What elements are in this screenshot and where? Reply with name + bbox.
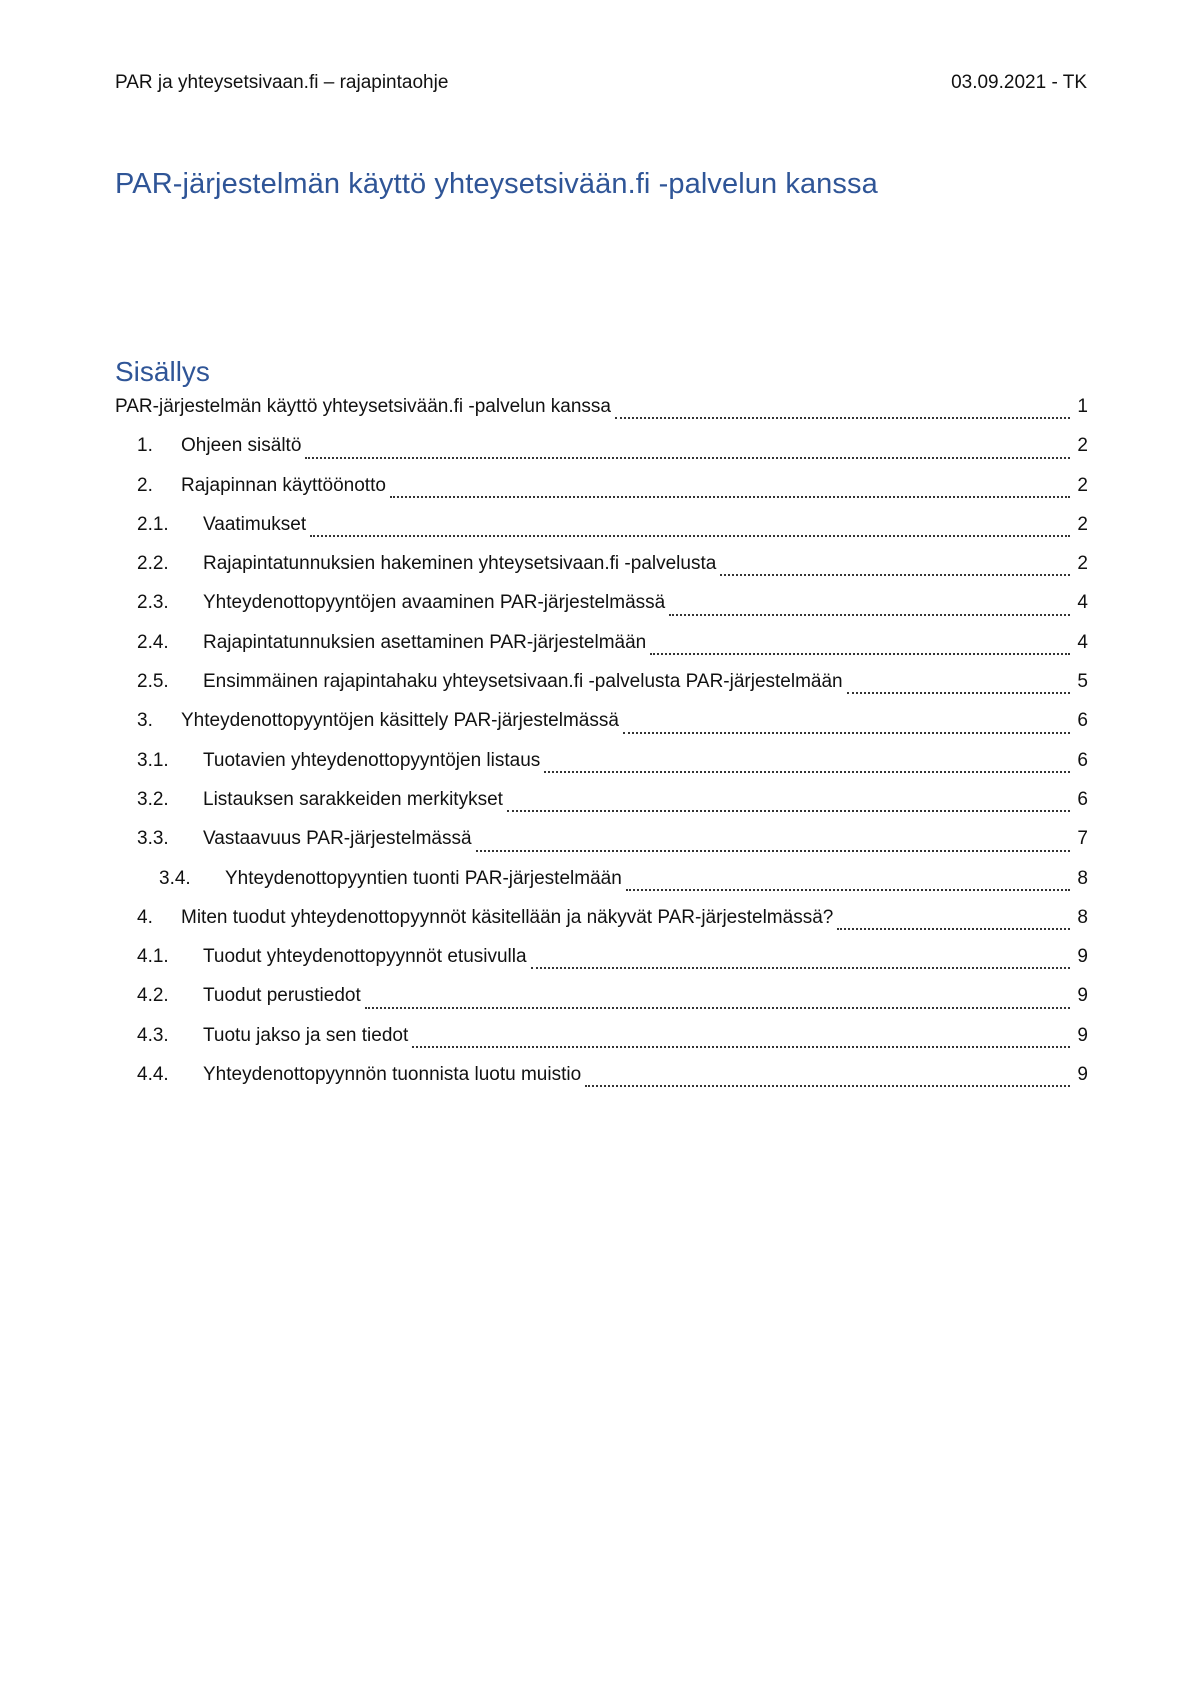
- toc-entry[interactable]: [115, 828, 1088, 867]
- toc-dot-leader: [310, 535, 1070, 537]
- toc-entry-number: 2.3.: [137, 592, 169, 614]
- toc-entry-page: 9: [1077, 946, 1088, 968]
- document-title: PAR-järjestelmän käyttö yhteysetsivään.fi -palvelun kanssa: [115, 168, 878, 200]
- toc-entry[interactable]: [115, 514, 1088, 553]
- header-date: 03.09.2021 - TK: [951, 72, 1087, 93]
- toc-dot-leader: [390, 496, 1070, 498]
- toc-entry[interactable]: [115, 710, 1088, 749]
- toc-dot-leader: [544, 771, 1070, 773]
- toc-entry[interactable]: [115, 868, 1088, 907]
- toc-entry-number: 4.1.: [137, 946, 169, 968]
- toc-dot-leader: [615, 417, 1070, 419]
- toc-entry-title[interactable]: Vaatimukset: [203, 513, 307, 535]
- toc-entry-title[interactable]: Yhteydenottopyyntöjen avaaminen PAR-järjestelmässä: [203, 592, 666, 614]
- toc-entry-title[interactable]: PAR-järjestelmän käyttö yhteysetsivään.fi -palvelun kanssa: [115, 396, 611, 417]
- toc-entry-number: 2.5.: [137, 671, 169, 693]
- toc-entry-title[interactable]: Listauksen sarakkeiden merkitykset: [203, 788, 503, 810]
- toc-entry-page: 2: [1077, 553, 1088, 575]
- toc-dot-leader: [412, 1046, 1070, 1048]
- toc-entry[interactable]: [115, 750, 1088, 789]
- toc-dot-leader: [626, 889, 1070, 891]
- toc-entry-title[interactable]: Rajapintatunnuksien asettaminen PAR-järjestelmään: [203, 631, 647, 653]
- toc-entry-title[interactable]: Rajapintatunnuksien hakeminen yhteysetsivaan.fi -palvelusta: [203, 553, 717, 575]
- toc-dot-leader: [365, 1007, 1070, 1009]
- toc-entry-title[interactable]: Ohjeen sisältö: [181, 435, 302, 457]
- toc-dot-leader: [669, 614, 1070, 616]
- toc-entry-number: 3.3.: [137, 828, 169, 850]
- toc-entry-page: 7: [1077, 828, 1088, 850]
- toc-heading: Sisällys: [115, 356, 210, 387]
- toc-entry-number: 4.2.: [137, 985, 169, 1007]
- toc-entry-number: 2.2.: [137, 553, 169, 575]
- toc-entry-page: 9: [1077, 1064, 1088, 1086]
- toc-dot-leader: [650, 653, 1070, 655]
- toc-entry-title[interactable]: Tuotu jakso ja sen tiedot: [203, 1024, 409, 1046]
- toc-dot-leader: [585, 1085, 1070, 1087]
- toc-dot-leader: [847, 692, 1070, 694]
- toc-entry[interactable]: [115, 475, 1088, 514]
- toc-entry-page: 9: [1077, 1024, 1088, 1046]
- toc-entry-number: 4.: [137, 906, 153, 928]
- toc-entry[interactable]: [115, 1025, 1088, 1064]
- toc-entry[interactable]: [115, 946, 1088, 985]
- toc-entry-number: 2.: [137, 474, 153, 496]
- table-of-contents: [115, 396, 1088, 1103]
- toc-dot-leader: [507, 810, 1070, 812]
- toc-entry-title[interactable]: Yhteydenottopyyntöjen käsittely PAR-järjestelmässä: [181, 710, 619, 732]
- toc-dot-leader: [720, 574, 1070, 576]
- toc-entry[interactable]: [115, 907, 1088, 946]
- toc-entry-number: 3.2.: [137, 788, 169, 810]
- toc-entry[interactable]: [115, 553, 1088, 592]
- toc-entry-page: 6: [1077, 749, 1088, 771]
- toc-entry-title[interactable]: Tuodut perustiedot: [203, 985, 361, 1007]
- toc-entry-page: 2: [1077, 435, 1088, 457]
- toc-entry[interactable]: [115, 1064, 1088, 1103]
- toc-entry-page: 4: [1077, 592, 1088, 614]
- toc-entry-page: 1: [1077, 396, 1088, 417]
- toc-entry-number: 3.4.: [159, 867, 191, 889]
- toc-entry-title[interactable]: Yhteydenottopyyntien tuonti PAR-järjestelmään: [225, 867, 622, 889]
- toc-entry-number: 2.1.: [137, 513, 169, 535]
- toc-entry-page: 6: [1077, 710, 1088, 732]
- toc-entry-title[interactable]: Ensimmäinen rajapintahaku yhteysetsivaan.fi -palvelusta PAR-järjestelmään: [203, 671, 843, 693]
- toc-entry-title[interactable]: Tuotavien yhteydenottopyyntöjen listaus: [203, 749, 541, 771]
- header-doc-name: PAR ja yhteysetsivaan.fi – rajapintaohje: [115, 72, 449, 93]
- toc-entry-title[interactable]: Vastaavuus PAR-järjestelmässä: [203, 828, 472, 850]
- toc-entry[interactable]: [115, 632, 1088, 671]
- toc-entry[interactable]: [115, 671, 1088, 710]
- toc-entry-page: 8: [1077, 906, 1088, 928]
- toc-entry-page: 5: [1077, 671, 1088, 693]
- toc-entry-number: 4.4.: [137, 1064, 169, 1086]
- toc-entry[interactable]: [115, 789, 1088, 828]
- toc-entry-page: 4: [1077, 631, 1088, 653]
- toc-entry-title[interactable]: Miten tuodut yhteydenottopyynnöt käsitellään ja näkyvät PAR-järjestelmässä?: [181, 906, 834, 928]
- toc-dot-leader: [837, 928, 1070, 930]
- page-header: [115, 72, 1087, 94]
- toc-entry-number: 3.1.: [137, 749, 169, 771]
- toc-entry[interactable]: [115, 435, 1088, 474]
- toc-entry-title[interactable]: Yhteydenottopyynnön tuonnista luotu muistio: [203, 1064, 582, 1086]
- toc-entry[interactable]: [115, 396, 1088, 435]
- toc-entry-page: 6: [1077, 788, 1088, 810]
- toc-dot-leader: [476, 850, 1070, 852]
- toc-dot-leader: [531, 967, 1070, 969]
- toc-entry-number: 4.3.: [137, 1024, 169, 1046]
- toc-entry-page: 2: [1077, 513, 1088, 535]
- toc-entry-page: 9: [1077, 985, 1088, 1007]
- toc-entry-number: 2.4.: [137, 631, 169, 653]
- toc-dot-leader: [623, 732, 1070, 734]
- toc-entry-page: 2: [1077, 474, 1088, 496]
- toc-entry[interactable]: [115, 985, 1088, 1024]
- toc-entry[interactable]: [115, 592, 1088, 631]
- toc-entry-title[interactable]: Tuodut yhteydenottopyynnöt etusivulla: [203, 946, 527, 968]
- toc-dot-leader: [305, 457, 1070, 459]
- toc-entry-page: 8: [1077, 867, 1088, 889]
- toc-entry-number: 3.: [137, 710, 153, 732]
- toc-entry-title[interactable]: Rajapinnan käyttöönotto: [181, 474, 386, 496]
- toc-entry-number: 1.: [137, 435, 153, 457]
